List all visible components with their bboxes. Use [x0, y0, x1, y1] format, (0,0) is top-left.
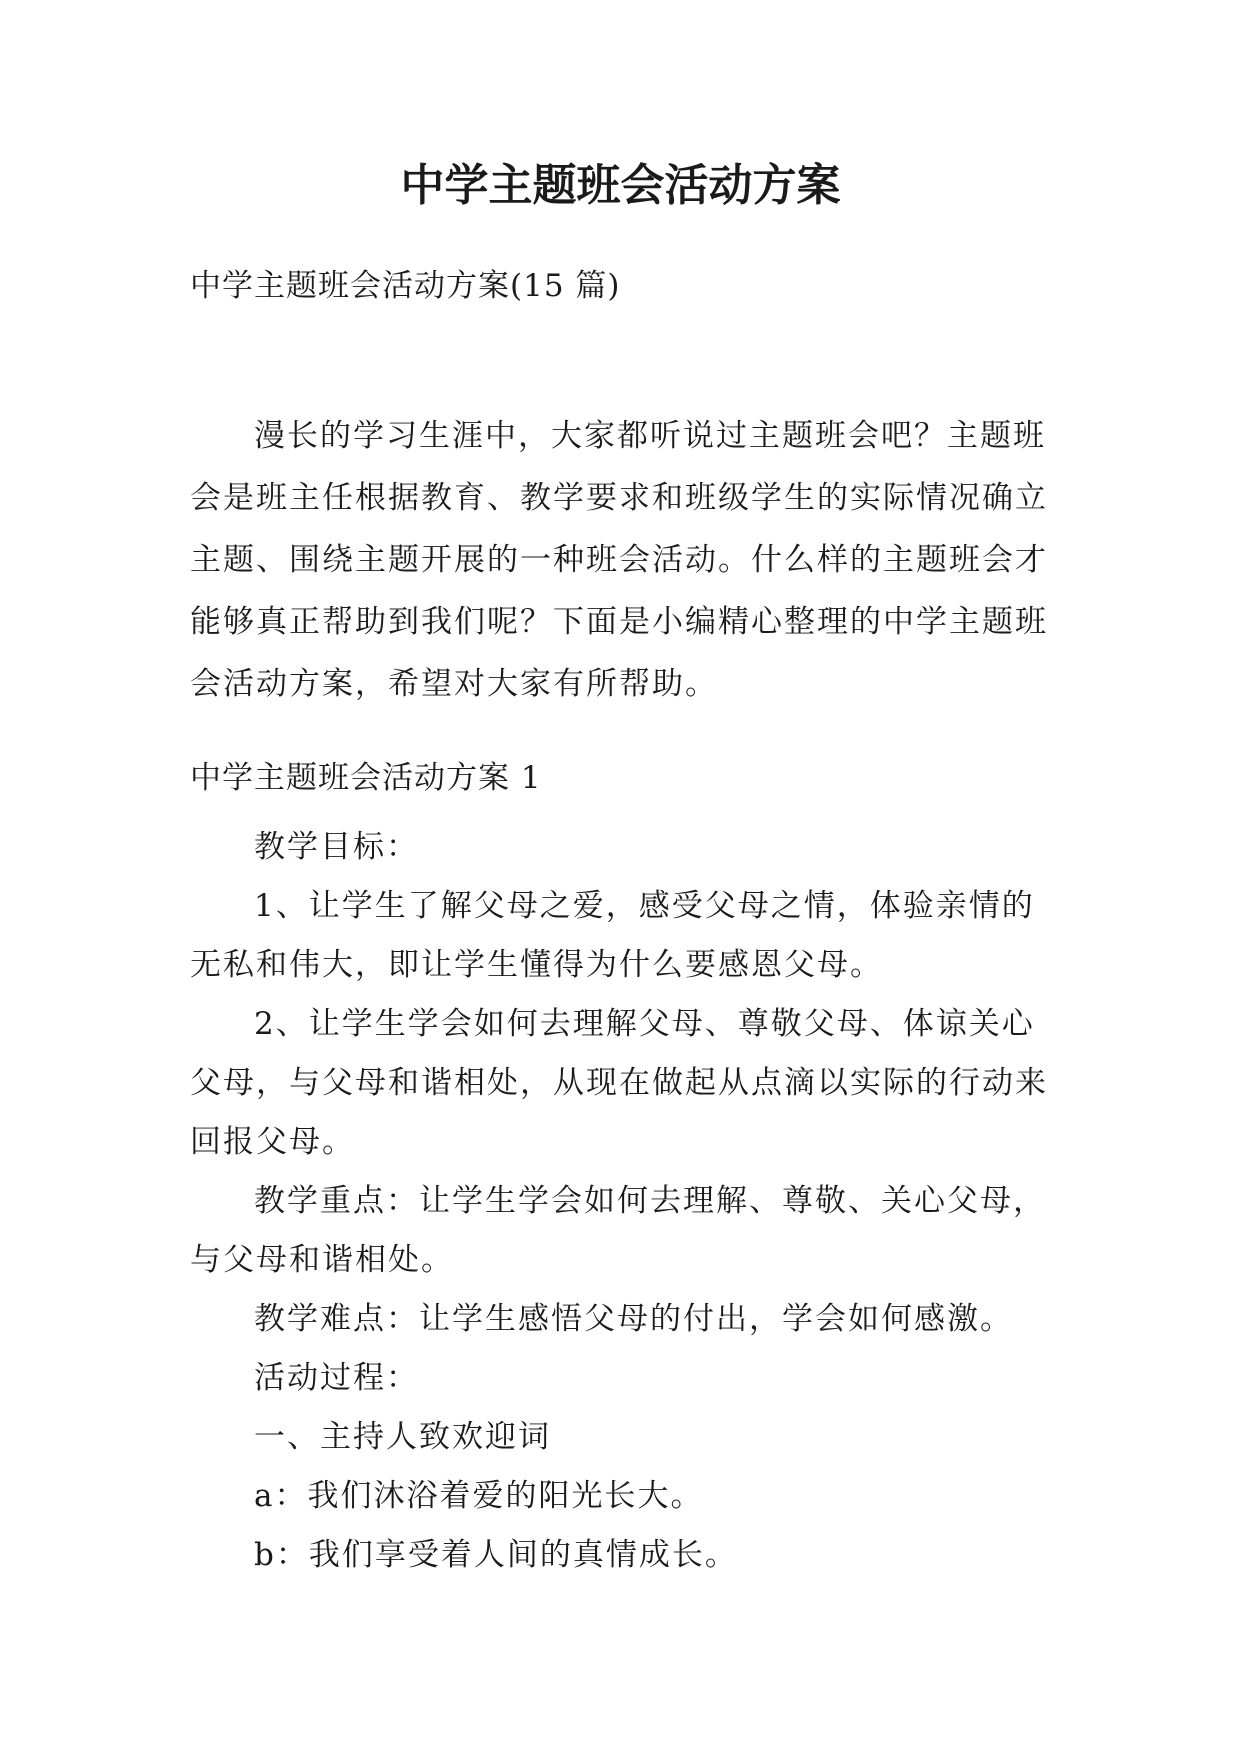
document-subtitle: 中学主题班会活动方案(15 篇)	[190, 268, 621, 304]
document-title: 中学主题班会活动方案	[400, 160, 841, 211]
section-heading: 中学主题班会活动方案 1	[190, 760, 542, 796]
teaching-difficulty: 教学难点：让学生感悟父母的付出，学会如何感激。	[254, 1301, 1013, 1337]
intro-paragraph: 漫长的学习生涯中，大家都听说过主题班会吧？主题班会是班主任根据教育、教学要求和班级学生的实际情况确立主题、围绕主题开展的一种班会活动。什么样的主题班会才能够真正帮助到我们呢？下面是小编精心整理的中学主题班会活动方案，希望对大家有所帮助。	[190, 418, 1048, 702]
goal-item-2: 2、让学生学会如何去理解父母、尊敬父母、体谅关心父母，与父母和谐相处，从现在做起从点滴以实际的行动来回报父母。	[190, 1006, 1048, 1160]
section-1	[190, 756, 1050, 1585]
dialogue-line-a: a：我们沐浴着爱的阳光长大。	[254, 1478, 704, 1514]
goal-item-1: 1、让学生了解父母之爱，感受父母之情，体验亲情的无私和伟大，即让学生懂得为什么要感恩父母。	[190, 888, 1035, 983]
teaching-focus: 教学重点：让学生学会如何去理解、尊敬、关心父母，与父母和谐相处。	[190, 1183, 1046, 1278]
teaching-goal-label: 教学目标：	[254, 829, 419, 865]
dialogue-line-b: b：我们享受着人间的真情成长。	[254, 1537, 738, 1573]
step-1-heading: 一、主持人致欢迎词	[254, 1419, 551, 1455]
activity-process-label: 活动过程：	[254, 1360, 419, 1396]
